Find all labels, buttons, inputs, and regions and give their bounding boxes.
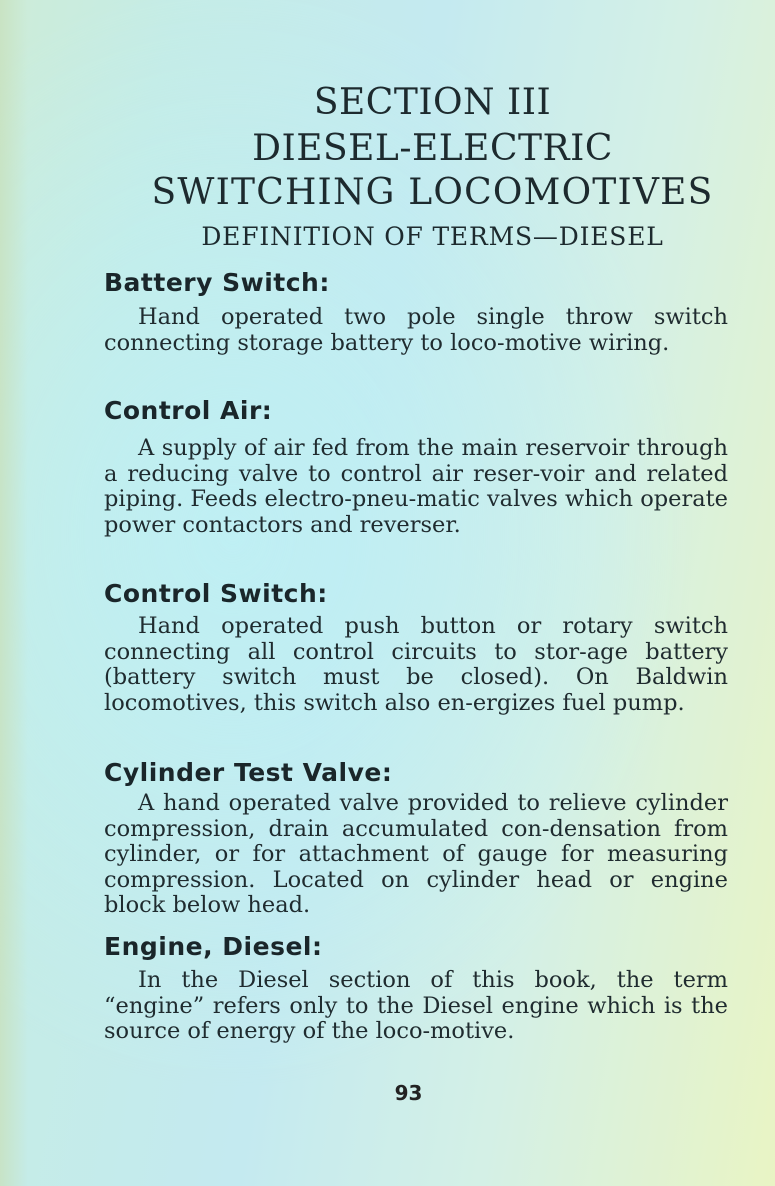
section-title: SECTION III <box>313 82 552 123</box>
term-heading-control-air: Control Air: <box>104 396 273 425</box>
term-heading-battery-switch: Battery Switch: <box>104 268 330 297</box>
section-subtitle-definition-of-terms: DEFINITION OF TERMS—DIESEL <box>201 222 664 251</box>
term-heading-cylinder-test-valve: Cylinder Test Valve: <box>104 758 393 787</box>
term-definition-control-air: A supply of air fed from the main reservoir through a reducing valve to control air reser-voir and related piping. Feeds electro-pneu-matic valves which operate power contactors and reverser. <box>104 435 728 538</box>
term-heading-engine-diesel: Engine, Diesel: <box>104 932 323 961</box>
term-definition-engine-diesel: In the Diesel section of this book, the term “engine” refers only to the Diesel engine which is the source of energy of the loco-motive. <box>104 967 728 1044</box>
term-definition-battery-switch: Hand operated two pole single throw switch connecting storage battery to loco-motive wiring. <box>104 304 728 356</box>
term-definition-control-switch: Hand operated push button or rotary switch connecting all control circuits to stor-age battery (battery switch must be closed). On Baldwin locomotives, this switch also en-ergizes fuel pump. <box>104 613 728 716</box>
page-number: 93 <box>394 1081 423 1105</box>
section-subtitle-switching-locomotives: SWITCHING LOCOMOTIVES <box>151 172 714 213</box>
term-heading-control-switch: Control Switch: <box>104 579 328 608</box>
page-edge-shadow <box>0 0 28 1186</box>
term-definition-cylinder-test-valve: A hand operated valve provided to relieve cylinder compression, drain accumulated con-densation from cylinder, or for attachment of gauge for measuring compression. Located on cylinder head or engine block below head. <box>104 790 728 918</box>
section-subtitle-diesel-electric: DIESEL-ELECTRIC <box>252 128 613 169</box>
